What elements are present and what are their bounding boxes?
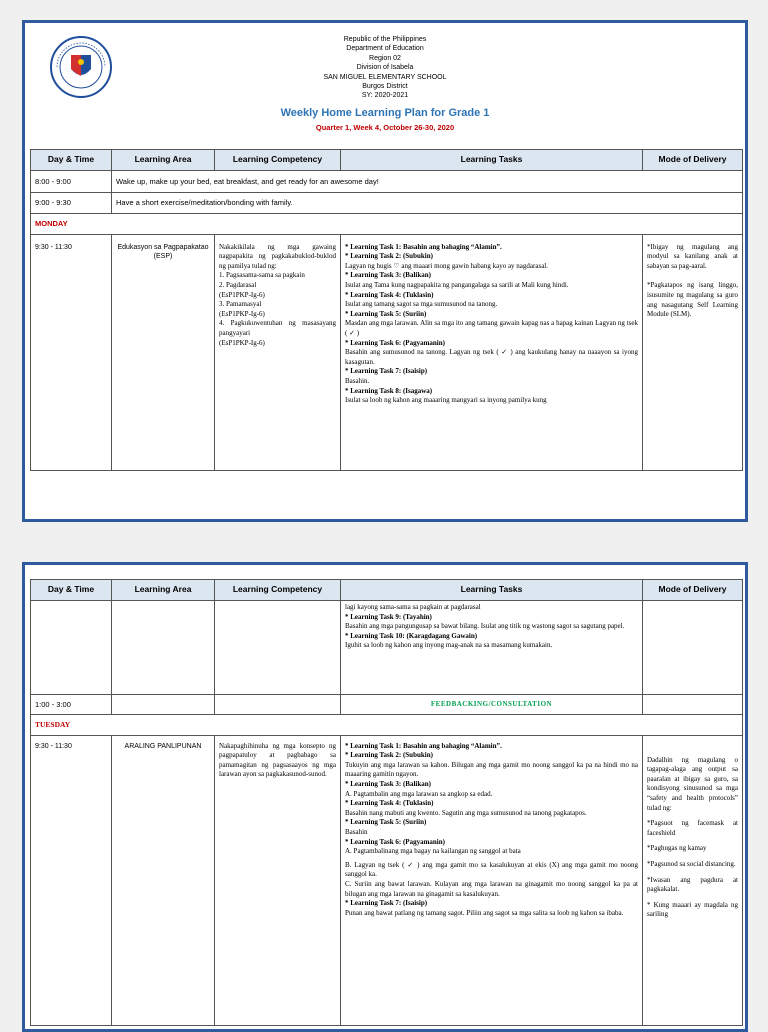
header-line: SAN MIGUEL ELEMENTARY SCHOOL (323, 73, 447, 81)
competency-line: (EsP1PKP-Ig-6) (219, 338, 265, 347)
time-cell: 9:00 - 9:30 (31, 193, 112, 214)
time-cell: 8:00 - 9:00 (31, 171, 112, 193)
task-heading: * Learning Task 5: (Suriin) (345, 818, 427, 827)
competency-line: (EsP1PKP-Ig-6) (219, 290, 265, 299)
task-text: Isulat sa loob ng kahon ang maaaring mangyari sa inyong pamilya kung (345, 396, 547, 405)
competency-line: 3. Pamamasyal (219, 300, 262, 309)
task-text: Iguhit sa loob ng kahon ang inyong mag-anak na sa masamang kumakain. (345, 641, 553, 650)
task-text: Basahin (345, 827, 368, 836)
task-text: Isulat ang Tama kung nagpapakita ng pangangalaga sa sarili at Mali kung hindi. (345, 280, 569, 289)
mode-text: *Paghugas ng kamay (647, 844, 707, 853)
task-text: B. Lagyan ng tsek ( ✓ ) ang mga gamit mo sa kasalukuyan at ekis (X) ang mga gamit mo noong sanggol ka. (345, 860, 638, 879)
table-row (31, 735, 743, 1025)
plan-subtitle: Quarter 1, Week 4, October 26-30, 2020 (315, 122, 455, 132)
col-header: Learning Area (112, 580, 215, 601)
task-heading: * Learning Task 7: (Isaisip) (345, 899, 428, 908)
task-heading: * Learning Task 9: (Tayahin) (345, 612, 432, 621)
competency-line: 1. Pagsasama-sama sa pagkain (219, 271, 305, 280)
plan-title: Weekly Home Learning Plan for Grade 1 (280, 106, 490, 119)
task-text: A. Pagtambalinang mga bagay na kailangan ng sanggol at bata (345, 847, 521, 856)
learning-plan-table (30, 149, 743, 471)
time-cell: 1:00 - 3:00 (31, 695, 112, 715)
header-line: Region 02 (369, 54, 401, 62)
task-heading: * Learning Task 4: (Tuklasin) (345, 799, 434, 808)
day-label: MONDAY (31, 214, 743, 235)
header-line: SY: 2020-2021 (361, 92, 409, 100)
learning-plan-table-continued (30, 579, 743, 1026)
competency-line: Nakakikilala ng mga gawaing nagpapakita ng pagkakabuklod-buklod ng pamilya tulad ng: (219, 242, 336, 270)
task-heading: * Learning Task 1: Basahin ang bahaging “Alamin”. (345, 741, 502, 750)
header-line: Burgos District (362, 83, 408, 91)
competency-line: 2. Pagdarasal (219, 280, 257, 289)
task-text: C. Suriin ang bawat larawan. Kulayan ang mga larawan na ginagamit mo noong sanggol ka pa at bilugan ang mga larawan na ginagamit sa kasalukuyan. (345, 879, 638, 898)
col-header: Learning Tasks (341, 150, 643, 171)
task-text: Basahin ang mga pangungusap sa bawat bilang. Isulat ang titik ng wastong sagot sa sagutang papel. (345, 622, 625, 631)
mode-text: *Iwasan ang pagdura at pagkakalat. (647, 875, 738, 894)
col-header: Day & Time (31, 580, 112, 601)
competency-cell (215, 695, 341, 715)
col-header: Learning Competency (215, 150, 341, 171)
mode-of-delivery-cell (643, 735, 743, 1025)
task-heading: * Learning Task 1: Basahin ang bahaging “Alamin”. (345, 242, 502, 251)
col-header: Learning Competency (215, 580, 341, 601)
routine-cell: Have a short exercise/meditation/bonding with family. (112, 193, 743, 214)
task-heading: * Learning Task 8: (Isagawa) (345, 386, 433, 395)
task-heading: * Learning Task 4: (Tuklasin) (345, 290, 434, 299)
mode-text: Dadalhin ng magulang o tagapag-alaga ang output sa paaralan at ibigay sa guro, sa kondisyong sinusunod sa mga “safety and health protocols” tulad ng: (647, 755, 738, 812)
mode-text: * Kung maaari ay magdala ng sariling (647, 900, 738, 919)
learning-tasks-cell (341, 735, 643, 1025)
task-text: Punan ang bawat patlang ng tamang sagot. Piliin ang sagot sa mga salita sa loob ng kahon sa ibaba. (345, 908, 624, 917)
competency-cell (215, 601, 341, 695)
task-heading: * Learning Task 6: (Pagyamanin) (345, 837, 445, 846)
table-row (31, 695, 743, 715)
time-cell (31, 601, 112, 695)
task-heading: * Learning Task 3: (Balikan) (345, 271, 431, 280)
task-text: Basahin nang mabuti ang kwento. Sagutin ang mga sumusunod na tanong pagkatapos. (345, 808, 587, 817)
task-text: Tukuyin ang mga larawan sa kahon. Bilugan ang mga gamit mo noong sanggol ka pa na hindi mo na maaaring gamitin ngayon. (345, 760, 638, 779)
day-row (31, 715, 743, 736)
table-row (31, 193, 743, 214)
task-text: Basahin ang sumusunod na tanong. Lagyan ng tsek ( ✓ ) ang kaukulang hanay na naaayon sa iyong kasagutan. (345, 348, 638, 366)
col-header: Day & Time (31, 150, 112, 171)
table-row (31, 234, 743, 470)
time-cell: 9:30 - 11:30 (31, 735, 112, 1025)
task-text: Basahin. (345, 376, 370, 385)
task-text: Lagyan ng hugis ♡ ang maaari mong gawin habang kayo ay nagdarasal. (345, 261, 548, 270)
col-header: Learning Area (112, 150, 215, 171)
competency-cell: Nakapaghihinuha ng mga konsepto ng pagpapatuloy at pagbabago sa pamamagitan ng pagsasaayos ng mga larawan ayon sa pagkakasunod-sunod. (215, 735, 341, 1025)
table-row (31, 601, 743, 695)
day-label: TUESDAY (31, 715, 743, 736)
page-2 (22, 562, 748, 1032)
learning-area-cell: ARALING PANLIPUNAN (112, 735, 215, 1025)
col-header: Mode of Delivery (643, 580, 743, 601)
mode-of-delivery-cell (643, 601, 743, 695)
col-header: Mode of Delivery (643, 150, 743, 171)
learning-tasks-cell (341, 601, 643, 695)
task-text: A. Pagtambalin ang mga larawan sa angkop sa edad. (345, 789, 493, 798)
page-1 (22, 20, 748, 522)
mode-text: *Ibigay ng magulang ang modyul sa kanilang anak at sabayan sa pag-aaral. (647, 242, 738, 270)
mode-of-delivery-cell (643, 234, 743, 470)
feedback-label: FEEDBACKING/CONSULTATION (341, 695, 643, 715)
header-line: Department of Education (346, 45, 424, 53)
table-header-row (31, 150, 743, 171)
day-row (31, 214, 743, 235)
competency-line: (EsP1PKP-Ig-6) (219, 309, 265, 318)
learning-tasks-cell (341, 234, 643, 470)
mode-text: *Pagsunod sa social distancing. (647, 859, 736, 868)
document-header (25, 35, 745, 132)
task-heading: * Learning Task 2: (Subukin) (345, 252, 433, 261)
task-heading: * Learning Task 2: (Subukin) (345, 751, 433, 760)
task-heading: * Learning Task 7: (Isaisip) (345, 367, 428, 376)
task-text: Isulat ang tamang sagot sa mga sumusunod na tanong. (345, 300, 498, 309)
task-text: Masdan ang mga larawan. Alin sa mga ito ang tamang gawain kapag nas a hapag kainan Lagyan ng tsek ( ✓ ) (345, 319, 638, 337)
header-line: Division of Isabela (356, 64, 414, 72)
table-header-row (31, 580, 743, 601)
task-heading: * Learning Task 3: (Balikan) (345, 779, 431, 788)
mode-text: *Pagsuot ng facemask at faceshield (647, 819, 738, 837)
time-cell: 9:30 - 11:30 (31, 234, 112, 470)
task-heading: * Learning Task 5: (Suriin) (345, 309, 427, 318)
learning-area-cell: Edukasyon sa Pagpapakatao (ESP) (112, 234, 215, 470)
learning-area-cell (112, 695, 215, 715)
learning-area-cell (112, 601, 215, 695)
competency-line: 4. Pagkukuwentuhan ng masasayang pangyayari (219, 319, 336, 337)
task-heading: * Learning Task 10: (Karagdagang Gawain) (345, 631, 478, 640)
task-text: lagi kayong sama-sama sa pagkain at pagdarasal (345, 603, 481, 611)
mode-of-delivery-cell (643, 695, 743, 715)
header-line: Republic of the Philippines (343, 36, 427, 43)
task-heading: * Learning Task 6: (Pagyamanin) (345, 338, 445, 347)
table-row (31, 171, 743, 193)
mode-text: *Pagkatapos ng isang linggo, isusumite ng magulang sa guro ang nasagutang Self Learning Module (SLM). (647, 281, 738, 319)
col-header: Learning Tasks (341, 580, 643, 601)
routine-cell: Wake up, make up your bed, eat breakfast, and get ready for an awesome day! (112, 171, 743, 193)
competency-cell (215, 234, 341, 470)
